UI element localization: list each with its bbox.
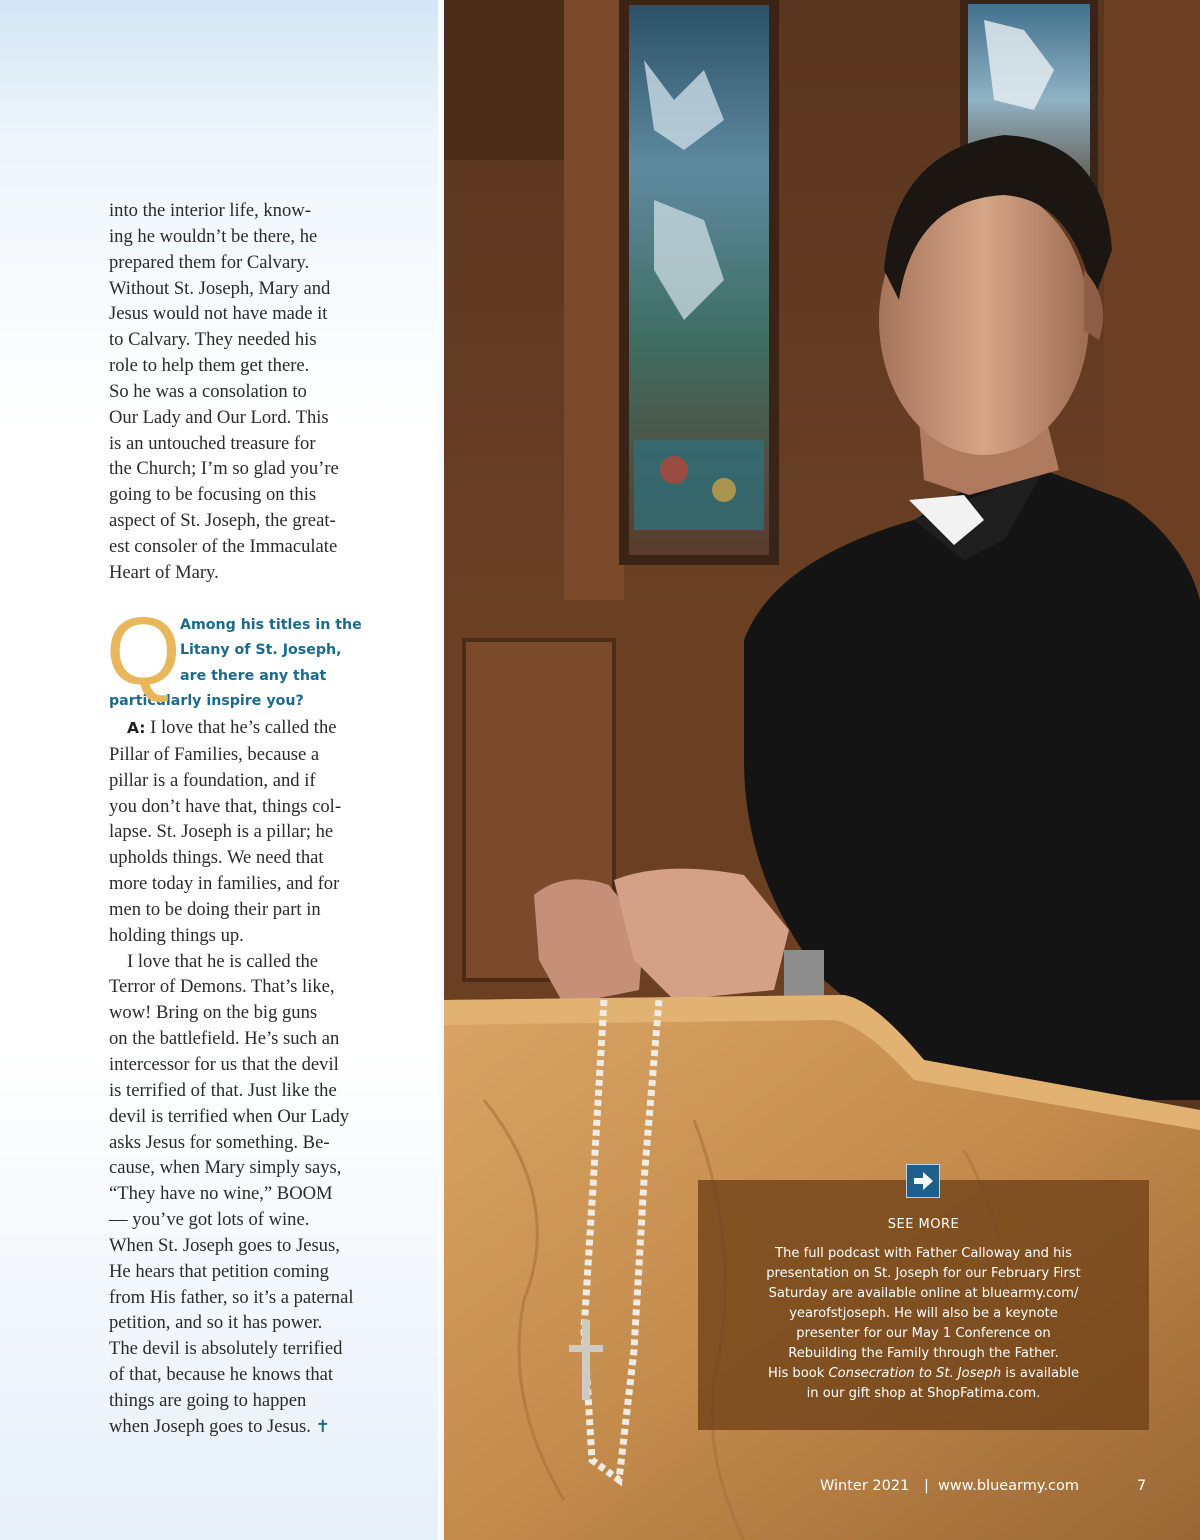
answer-paragraph-2 — [109, 949, 381, 1441]
body-line: wow! Bring on the big guns — [109, 1002, 318, 1024]
body-line: ing he wouldn’t be there, he — [109, 225, 318, 247]
body-line: more today in families, and for — [109, 873, 340, 895]
arrow-right-icon — [906, 1164, 940, 1198]
body-line: Terror of Demons. That’s like, — [109, 976, 335, 998]
see-more-line-book — [698, 1364, 1149, 1384]
body-line: petition, and so it has power. — [109, 1312, 323, 1334]
body-line: is terrified of that. Just like the — [109, 1079, 337, 1101]
body-line: role to help them get there. — [109, 355, 310, 377]
body-line: lapse. St. Joseph is a pillar; he — [109, 821, 334, 843]
body-line: Heart of Mary. — [109, 561, 219, 583]
see-more-line: yearofstjoseph. He will also be a keynote — [789, 1306, 1058, 1321]
see-more-line: in our gift shop at ShopFatima.com. — [806, 1386, 1041, 1401]
body-line: asks Jesus for something. Be- — [109, 1131, 330, 1153]
intro-paragraph — [109, 198, 381, 586]
body-line: upholds things. We need that — [109, 847, 324, 869]
answer-label: A: — [127, 719, 146, 738]
body-line: intercessor for us that the devil — [109, 1054, 339, 1075]
body-line: things are going to happen — [109, 1389, 307, 1411]
body-line: holding things up. — [109, 924, 244, 946]
body-line: est consoler of the Immaculate — [109, 535, 338, 557]
body-line: of that, because he knows that — [109, 1364, 334, 1386]
see-more-line: Rebuilding the Family through the Father. — [788, 1346, 1059, 1361]
body-line: from His father, so it’s a paternal — [109, 1286, 354, 1308]
answer-paragraph — [109, 715, 381, 949]
body-line: is an untouched treasure for — [109, 432, 316, 454]
body-line: you don’t have that, things col- — [109, 795, 342, 817]
body-line: to Calvary. They needed his — [109, 329, 317, 351]
body-line: into the interior life, know- — [109, 200, 311, 221]
see-more-box — [698, 1180, 1149, 1430]
body-line: “They have no wine,” BOOM — [109, 1183, 333, 1205]
answer-text: I love that he’s called the — [150, 717, 337, 739]
article-body — [106, 198, 381, 1441]
page-number: 7 — [1137, 1478, 1147, 1494]
footer-separator: | — [924, 1478, 929, 1494]
body-line: So he was a consolation to — [109, 380, 307, 402]
body-line: going to be focusing on this — [109, 484, 317, 506]
question-drop-cap: Q — [106, 597, 181, 705]
last-line — [109, 1414, 381, 1441]
body-line: — you’ve got lots of wine. — [109, 1209, 310, 1231]
body-line: prepared them for Calvary. — [109, 251, 310, 273]
body-line: Jesus would not have made it — [109, 303, 328, 325]
question-line: particularly inspire you? — [109, 693, 304, 710]
book-prefix: His book — [767, 1366, 829, 1381]
body-line: pillar is a foundation, and if — [109, 769, 316, 791]
last-line-text: when Joseph goes to Jesus. — [109, 1415, 311, 1437]
question-line: Among his titles in the — [180, 616, 362, 633]
body-line: Our Lady and Our Lord. This — [109, 406, 329, 428]
see-more-line: presenter for our May 1 Conference on — [796, 1326, 1051, 1341]
body-line: I love that he is called the — [127, 950, 319, 972]
body-line: Pillar of Families, because a — [109, 743, 320, 765]
see-more-line: The full podcast with Father Calloway and his — [775, 1246, 1072, 1261]
cross-end-mark-icon: ✝ — [315, 1416, 330, 1437]
see-more-line: Saturday are available online at bluearmy.com/ — [768, 1286, 1079, 1301]
body-line: Without St. Joseph, Mary and — [109, 277, 331, 299]
body-line: the Church; I’m so glad you’re — [109, 458, 339, 480]
body-line: cause, when Mary simply says, — [109, 1157, 342, 1179]
body-line: men to be doing their part in — [109, 898, 321, 920]
footer-issue: Winter 2021 — [820, 1478, 910, 1494]
question-block — [106, 597, 381, 715]
body-line: He hears that petition coming — [109, 1260, 329, 1282]
footer-website-link[interactable]: www.bluearmy.com — [938, 1478, 1080, 1494]
see-more-line: presentation on St. Joseph for our February First — [766, 1266, 1081, 1281]
answer-first-line — [109, 715, 381, 742]
book-suffix: is available — [1001, 1366, 1080, 1381]
body-line: The devil is absolutely terrified — [109, 1338, 343, 1360]
body-line: aspect of St. Joseph, the great- — [109, 510, 336, 532]
body-line: When St. Joseph goes to Jesus, — [109, 1234, 340, 1256]
body-line: devil is terrified when Our Lady — [109, 1105, 350, 1127]
body-line: on the battlefield. He’s such an — [109, 1028, 340, 1050]
question-line: Litany of St. Joseph, — [180, 642, 342, 659]
book-title: Consecration to St. Joseph — [828, 1366, 1002, 1381]
question-line: are there any that — [180, 667, 327, 684]
see-more-body — [698, 1244, 1149, 1404]
see-more-title: SEE MORE — [887, 1217, 960, 1232]
